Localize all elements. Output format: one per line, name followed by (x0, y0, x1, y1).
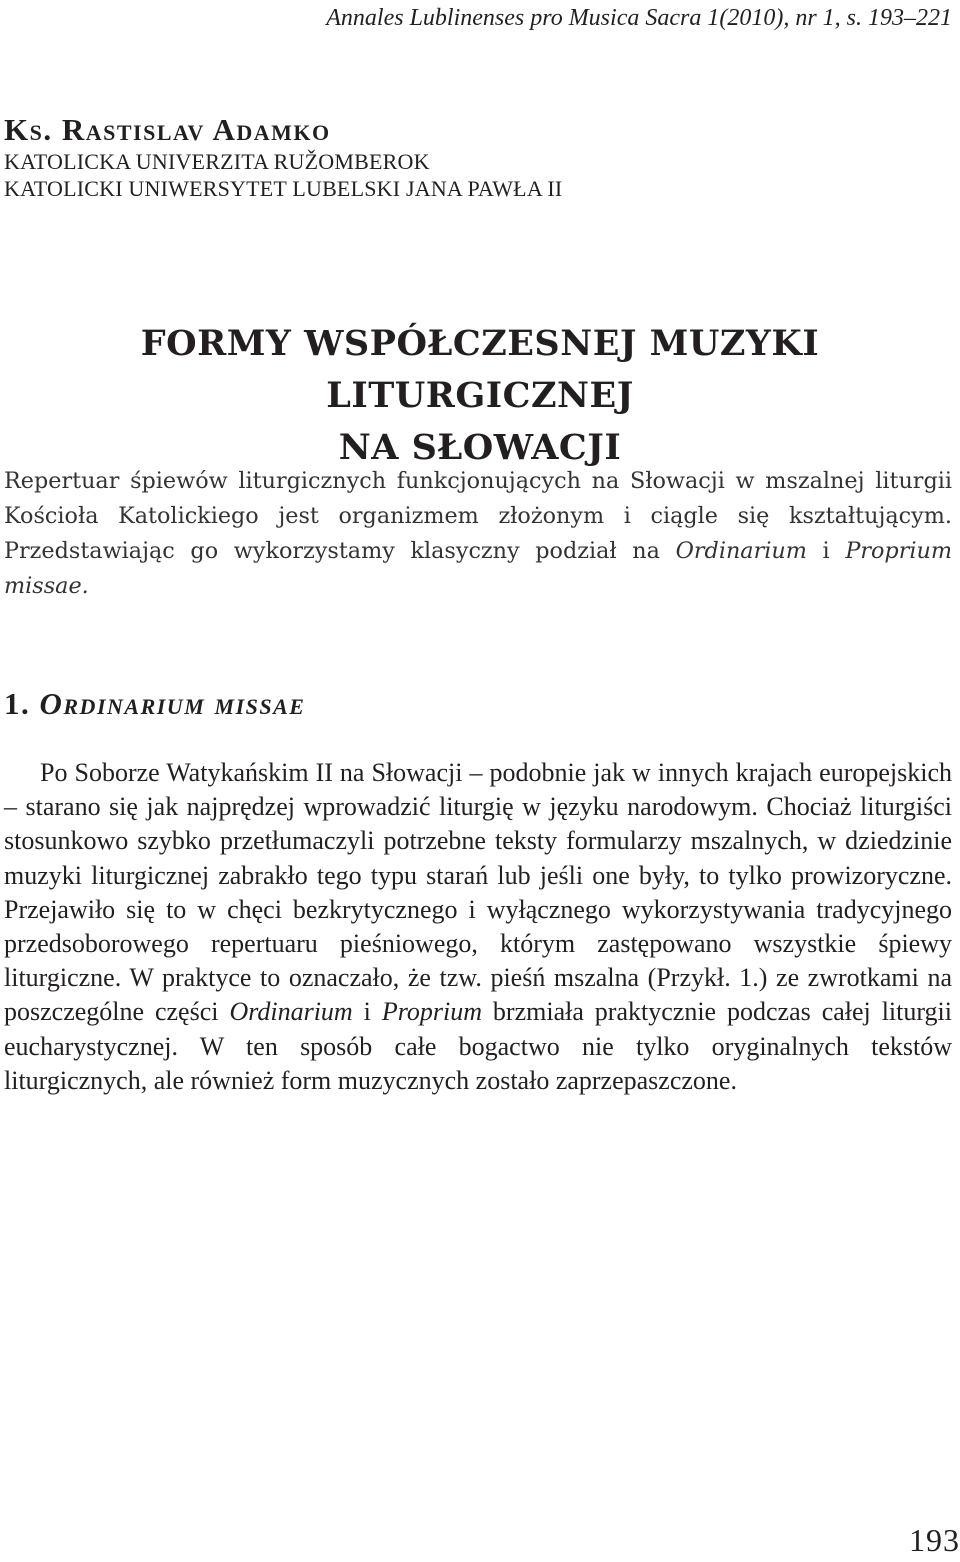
affiliation-2: KATOLICKI UNIWERSYTET LUBELSKI JANA PAWŁA II (4, 176, 563, 201)
journal-citation: Annales Lublinenses pro Musica Sacra 1(2010), nr 1, s. 193–221 (326, 5, 952, 31)
abstract (4, 464, 952, 604)
article-title (0, 318, 960, 474)
abstract-conjunction: i (806, 538, 846, 564)
body-proprium: Proprium (381, 997, 482, 1027)
author-block (4, 112, 904, 202)
abstract-ordinarium: Ordinarium (675, 538, 807, 564)
author-name: Ks. Rastislav Adamko (4, 112, 331, 147)
body-part-2: brzmiała praktycznie podczas całej liturgii eucharystycznej. W ten sposób całe bogactwo nie tylko oryginalnych tekstów liturgicznych, ale również form muzycznych zostało zaprzepaszczone. (4, 997, 953, 1095)
title-line-1: FORMY WSPÓŁCZESNEJ MUZYKI LITURGICZNEJ (140, 323, 820, 416)
section-number: 1. (4, 686, 31, 721)
affiliation-1: KATOLICKA UNIVERZITA RUŽOMBEROK (4, 149, 430, 174)
section-heading (4, 686, 305, 722)
body-paragraph (4, 756, 952, 1098)
body-part-1: Po Soborze Watykańskim II na Słowacji – podobnie jak w innych krajach europejskich – starano się jak najprędzej wprowadzić liturgię w języku narodowym. Chociaż liturgiści stosunkowo szybko przetłumaczyli potrzebne teksty formularzy mszalnych, w dziedzinie muzyki liturgicznej zabrakło tego typu starań lub jeśli one były, to tylko prowizoryczne. Przejawiło się to w chęci bezkrytycznego i wyłącznego wykorzystywania tradycyjnego przedsoborowego repertuaru pieśniowego, którym zastępowano wszystkie śpiewy liturgiczne. W praktyce to oznaczało, że tzw. pieśń mszalna (Przykł. 1.) ze zwrotkami na poszczególne części (4, 758, 952, 1027)
body-text (4, 756, 952, 1098)
page-number: 193 (909, 1522, 960, 1558)
section-title: Ordinarium missae (39, 686, 306, 721)
abstract-text: Repertuar śpiewów liturgicznych funkcjonujących na Słowacji w mszalnej liturgii Kościoła Katolickiego jest organizmem złożonym i ciągle się kształtującym. Przedstawiając go wykorzystamy klasyczny podział na (4, 468, 952, 564)
body-ordinarium: Ordinarium (229, 997, 353, 1027)
body-conjunction: i (352, 997, 382, 1027)
title-line-2: NA SŁOWACJI (338, 427, 622, 468)
abstract-proprium-missae: Proprium missae. (4, 538, 952, 599)
